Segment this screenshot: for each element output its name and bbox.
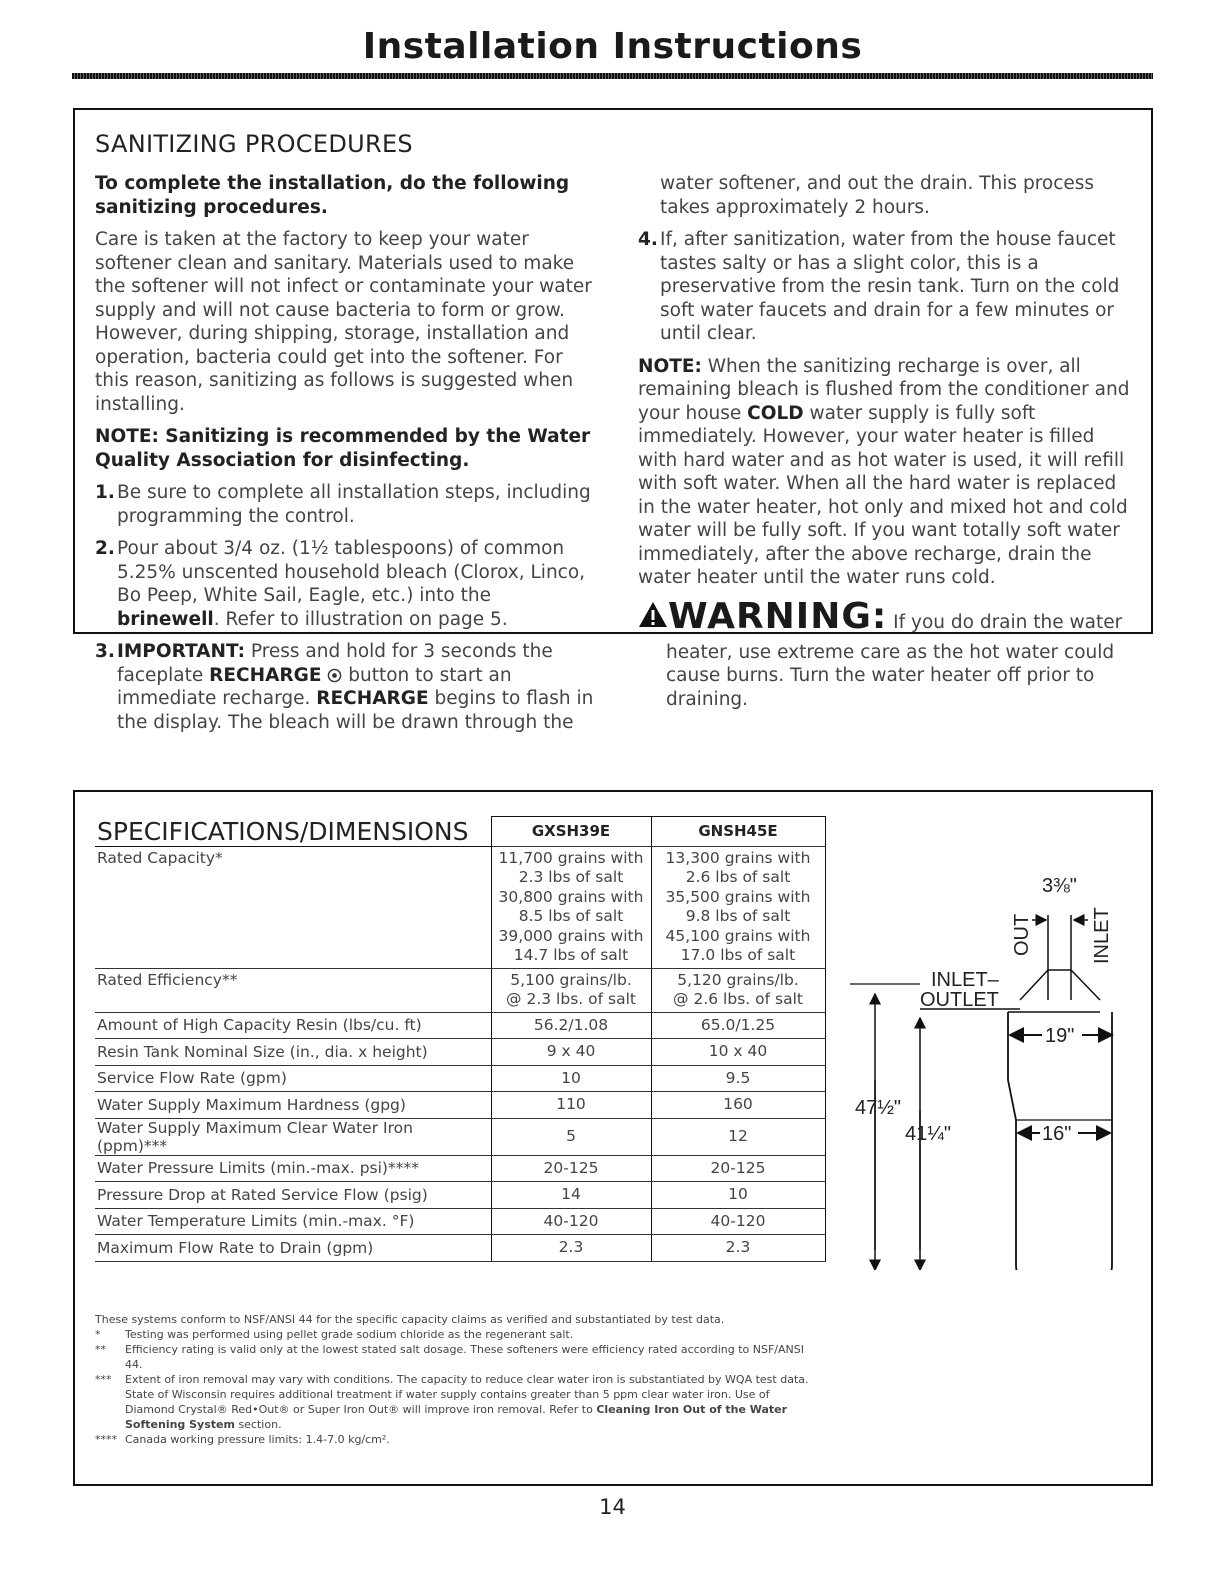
step-3-number: 3. — [95, 641, 115, 662]
dim-16-label: 16" — [1042, 1123, 1072, 1145]
cell-gnsh45e: 10 x 40 — [651, 1039, 825, 1066]
footnote — [95, 1372, 815, 1432]
footnote-mark: * — [95, 1328, 101, 1341]
column-header-gxsh39e: GXSH39E — [491, 817, 651, 847]
cell-line: 30,800 grains with — [498, 887, 644, 906]
cell-line: 5,100 grains/lb. — [510, 970, 632, 989]
footnote — [95, 1342, 815, 1372]
step-1 — [95, 481, 595, 528]
note-cold-label: NOTE: — [638, 355, 702, 377]
step-3-text-c: begins to flash in the display. The bleach will be drawn through the — [117, 688, 594, 733]
footnotes — [95, 1312, 815, 1447]
step-3-continued: water softener, and out the drain. This process takes approximately 2 hours. — [660, 173, 1095, 218]
warning-triangle-icon — [638, 601, 668, 628]
capacity-gnsh45e — [651, 846, 825, 968]
row-label: Service Flow Rate (gpm) — [95, 1065, 491, 1092]
inlet-outlet-label-1: INLET– — [931, 969, 999, 991]
cell-line: 14.7 lbs of salt — [513, 946, 629, 964]
table-row — [95, 1208, 825, 1235]
step-2 — [95, 537, 595, 631]
page-number: 14 — [599, 1495, 626, 1519]
footnote — [95, 1432, 815, 1447]
dim-3-3-8-label: 3⅜" — [1042, 875, 1077, 897]
step-3-text-b: button to start an immediate recharge. — [117, 664, 512, 709]
dim-41-25-label: 41¼" — [905, 1123, 952, 1145]
cell-gxsh39e: 2.3 — [491, 1235, 651, 1262]
efficiency-gxsh39e — [491, 968, 651, 1012]
table-row — [95, 1012, 825, 1039]
cell-line: 9.8 lbs of salt — [685, 907, 791, 925]
table-row — [95, 1182, 825, 1209]
row-label: Rated Efficiency** — [95, 968, 491, 1012]
step-2-brinewell: brinewell — [117, 608, 214, 630]
sanitizing-intro: Care is taken at the factory to keep your water softener clean and sanitary. Materials used to make the softener will not infect or contaminate your water supply and will not cause bacteria to form or grow. However, during shipping, storage, installation and operation, bacteria could get into the softener. For this reason, sanitizing as follows is suggested when installing. — [95, 229, 592, 415]
footnote-text: Efficiency rating is valid only at the lowest stated salt dosage. These softeners were efficiency rated according to NSF/ANSI 44. — [125, 1343, 804, 1371]
step-4 — [638, 228, 1133, 346]
out-label: OUT — [1011, 913, 1033, 956]
row-label: Maximum Flow Rate to Drain (gpm) — [95, 1235, 491, 1262]
row-label: Rated Capacity* — [95, 846, 491, 968]
step-3-recharge-2: RECHARGE — [316, 688, 429, 709]
sanitizing-lead: To complete the installation, do the following sanitizing procedures. — [95, 173, 570, 218]
warning-text-b: heater, use extreme care as the hot water could cause burns. Turn the water heater off prior to draining. — [666, 641, 1115, 710]
cell-line: 2.3 lbs of salt — [518, 868, 624, 886]
warning-text-a: If you do drain the water — [887, 611, 1123, 633]
table-row — [95, 1092, 825, 1119]
note-cold — [638, 355, 1133, 590]
cell-line: @ 2.6 lbs. of salt — [673, 990, 803, 1008]
footnote-text: Testing was performed using pellet grade sodium chloride as the regenerant salt. — [125, 1328, 574, 1341]
cell-gnsh45e: 10 — [651, 1182, 825, 1209]
efficiency-gnsh45e — [651, 968, 825, 1012]
cell-gxsh39e: 14 — [491, 1182, 651, 1209]
cell-gxsh39e: 5 — [491, 1118, 651, 1155]
step-2-number: 2. — [95, 538, 115, 559]
step-3-text-a: Press and hold for 3 seconds the faceplate — [117, 641, 553, 686]
inlet-outlet-label-2: OUTLET — [920, 989, 999, 1011]
step-1-number: 1. — [95, 482, 115, 503]
cell-line: 2.6 lbs of salt — [685, 868, 791, 886]
specifications-heading: SPECIFICATIONS/DIMENSIONS — [95, 817, 491, 847]
dim-19-label: 19" — [1045, 1025, 1075, 1047]
row-label: Water Supply Maximum Hardness (gpg) — [95, 1092, 491, 1119]
cell-gnsh45e: 40-120 — [651, 1208, 825, 1235]
footnote-mark: **** — [95, 1433, 117, 1446]
warning-label: WARNING: — [668, 595, 888, 637]
footnote-text — [125, 1372, 815, 1432]
step-3-recharge-1: RECHARGE — [209, 664, 322, 686]
row-label: Resin Tank Nominal Size (in., dia. x height) — [95, 1039, 491, 1066]
title-rule — [72, 73, 1153, 79]
note-cold-text-a: When the sanitizing recharge is over, all remaining bleach is flushed from the conditioner and your house — [638, 355, 1130, 424]
cell-gnsh45e: 9.5 — [651, 1065, 825, 1092]
footnote-text-a: Extent of iron removal may vary with conditions. The capacity to reduce clear water iron is substantiated by WQA test data. State of Wisconsin requires additional treatment if water supply contains greater than 5 ppm clear water iron. Use of Diamond Crystal® Red•Out® or Super Iron Out® will improve iron removal. Refer to — [125, 1373, 809, 1416]
cell-line: 17.0 lbs of salt — [680, 946, 796, 964]
footnote-mark: ** — [95, 1343, 106, 1356]
cell-gxsh39e: 20-125 — [491, 1155, 651, 1182]
cell-line: 39,000 grains with — [498, 926, 644, 945]
cell-gxsh39e: 110 — [491, 1092, 651, 1119]
footnote-text: Canada working pressure limits: 1.4-7.0 kg/cm². — [125, 1433, 390, 1446]
dim-47-5-label: 47½" — [855, 1097, 902, 1119]
specifications-table — [95, 816, 826, 1262]
table-row — [95, 1118, 825, 1155]
footnote — [95, 1327, 815, 1342]
cell-gxsh39e: 9 x 40 — [491, 1039, 651, 1066]
cell-line: 5,120 grains/lb. — [677, 970, 799, 989]
table-row — [95, 846, 825, 968]
cell-gxsh39e: 10 — [491, 1065, 651, 1092]
cell-line: 8.5 lbs of salt — [518, 907, 624, 925]
footnote-mark: *** — [95, 1373, 112, 1386]
sanitizing-section — [73, 108, 1153, 733]
step-1-text: Be sure to complete all installation steps, including programming the control. — [117, 482, 591, 527]
capacity-gxsh39e — [491, 846, 651, 968]
table-row — [95, 1155, 825, 1182]
dimensions-diagram — [850, 850, 1130, 1270]
inlet-label: INLET — [1091, 907, 1113, 964]
specifications-section — [73, 790, 1153, 1486]
sanitizing-left-column — [95, 172, 595, 743]
row-label: Water Temperature Limits (min.-max. °F) — [95, 1208, 491, 1235]
cell-gnsh45e: 12 — [651, 1118, 825, 1155]
footnote-section-ref: Cleaning Iron Out of the Water Softening System — [125, 1403, 788, 1431]
cell-gnsh45e: 20-125 — [651, 1155, 825, 1182]
table-row — [95, 968, 825, 1012]
footnote-intro: These systems conform to NSF/ANSI 44 for the specific capacity claims as verified and substantiated by test data. — [95, 1313, 725, 1326]
note-wqa: NOTE: Sanitizing is recommended by the Water Quality Association for disinfecting. — [95, 426, 591, 471]
row-label: Pressure Drop at Rated Service Flow (psig) — [95, 1182, 491, 1209]
row-label: Water Supply Maximum Clear Water Iron (ppm)*** — [95, 1118, 491, 1155]
note-cold-text-b: water supply is fully soft immediately. However, your water heater is filled with hard water and as hot water is used, it will refill with soft water. When all the hard water is replaced in the water heater, hot only and mixed hot and cold water will be fully soft. If you want totally soft water immediately, after the above recharge, drain the water heater until the water runs cold. — [638, 402, 1128, 588]
step-3 — [95, 640, 595, 734]
step-4-text: If, after sanitization, water from the house faucet tastes salty or has a slight color, this is a preservative from the resin tank. Turn on the cold soft water faucets and drain for a few minutes or until clear. — [660, 229, 1120, 344]
footnote-text-c: section. — [234, 1418, 282, 1431]
row-label: Water Pressure Limits (min.-max. psi)**** — [95, 1155, 491, 1182]
step-2-text-a: Pour about 3/4 oz. (1½ tablespoons) of common 5.25% unscented household bleach (Clorox, Linco, Bo Peep, White Sail, Eagle, etc.) into the — [117, 538, 586, 606]
step-4-number: 4. — [638, 229, 658, 250]
row-label: Amount of High Capacity Resin (lbs/cu. ft) — [95, 1012, 491, 1039]
recharge-icon — [327, 668, 342, 683]
sanitizing-right-column — [638, 172, 1133, 711]
column-header-gnsh45e: GNSH45E — [651, 817, 825, 847]
table-row — [95, 1039, 825, 1066]
cell-line: 35,500 grains with — [665, 887, 811, 906]
cell-gnsh45e: 160 — [651, 1092, 825, 1119]
note-cold-cold: COLD — [747, 402, 804, 424]
cell-gxsh39e: 56.2/1.08 — [491, 1012, 651, 1039]
cell-line: @ 2.3 lbs. of salt — [506, 990, 636, 1008]
valve-cap-outline — [1020, 970, 1100, 1000]
cell-gnsh45e: 65.0/1.25 — [651, 1012, 825, 1039]
page-title: Installation Instructions — [362, 26, 863, 67]
step-2-text-c: . Refer to illustration on page 5. — [213, 608, 508, 630]
table-row — [95, 1065, 825, 1092]
cell-gxsh39e: 40-120 — [491, 1208, 651, 1235]
cell-line: 45,100 grains with — [665, 926, 811, 945]
cell-gnsh45e: 2.3 — [651, 1235, 825, 1262]
sanitizing-heading: SANITIZING PROCEDURES — [95, 130, 413, 158]
warning-block — [638, 595, 1133, 712]
cell-line: 11,700 grains with — [498, 848, 644, 867]
table-row — [95, 1235, 825, 1262]
step-3-important: IMPORTANT: — [117, 641, 245, 662]
cell-line: 13,300 grains with — [665, 848, 811, 867]
